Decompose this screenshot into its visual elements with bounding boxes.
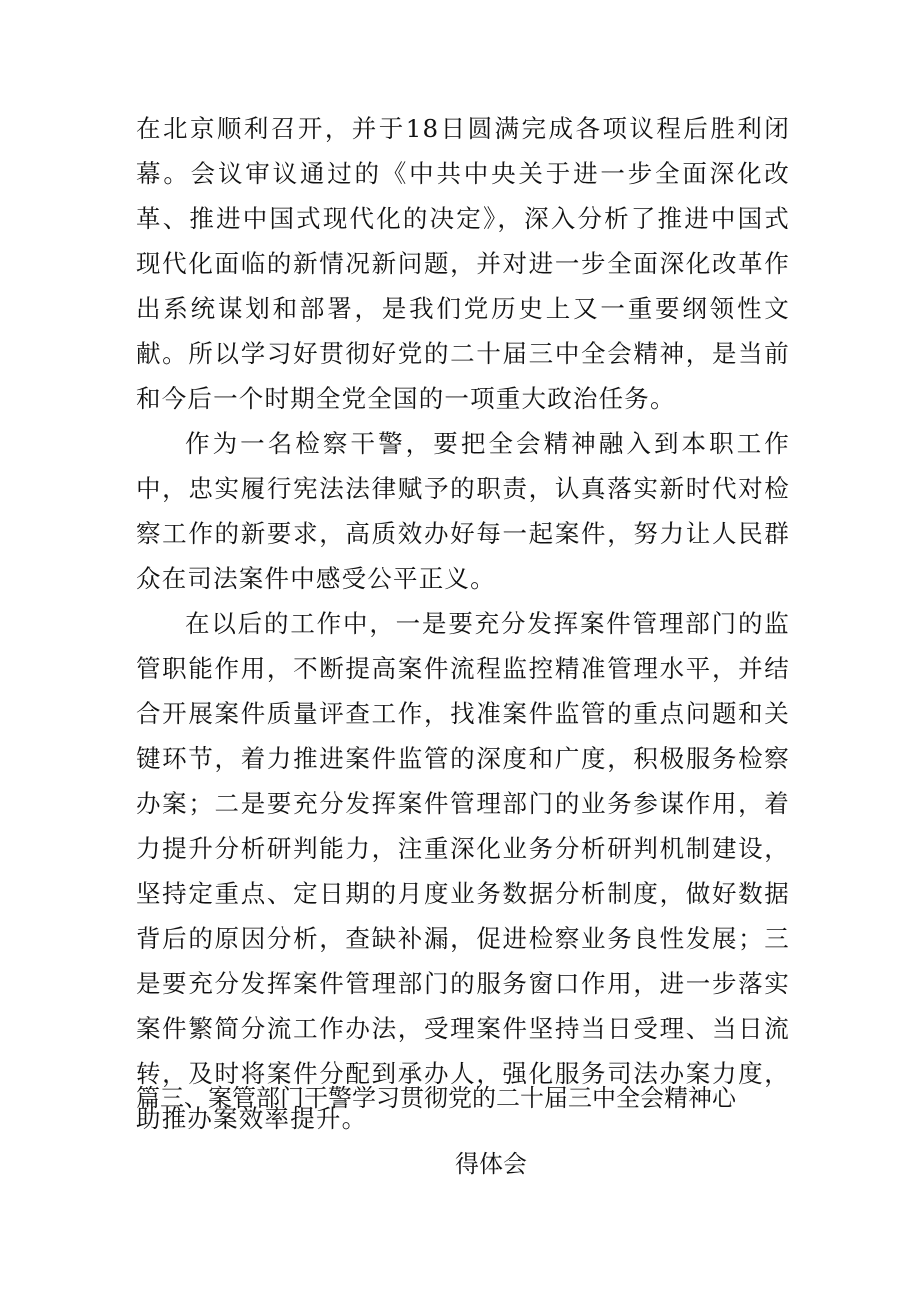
paragraph-work-plan: 在以后的工作中，一是要充分发挥案件管理部门的监管职能作用，不断提高案件流程监控精准管理水平，并结合开展案件质量评查工作，找准案件监管的重点问题和关键环节，着力推进案件监管的深度和广度，积极服务检察办案；二是要充分发挥案件管理部门的业务参谋作用，着力提升分析研判能力，注重深化业务分析研判机制建设，坚持定重点、定日期的月度业务数据分析制度，做好数据背后的原因分析，查缺补漏，促进检察业务良性发展；三是要充分发挥案件管理部门的服务窗口作用，进一步落实案件繁简分流工作办法，受理案件坚持当日受理、当日流转，及时将案件分配到承办人，强化服务司法办案力度，助推办案效率提升。	[136, 609, 790, 1133]
paragraph-continuation: 在北京顺利召开，并于18日圆满完成各项议程后胜利闭幕。会议审议通过的《中共中央关于进一步全面深化改革、推进中国式现代化的决定》，深入分析了推进中国式现代化面临的新情况新问题，并对进一步全面深化改革作出系统谋划和部署，是我们党历史上又一重要纲领性文献。所以学习好贯彻好党的二十届三中全会精神，是当前和今后一个时期全党全国的一项重大政治任务。	[136, 114, 790, 413]
paragraph-duty: 作为一名检察干警，要把全会精神融入到本职工作中，忠实履行宪法法律赋予的职责，认真落实新时代对检察工作的新要求，高质效办好每一起案件，努力让人民群众在司法案件中感受公平正义。	[136, 429, 790, 593]
document-body	[136, 106, 790, 1141]
section-heading	[136, 1080, 790, 1182]
section-heading-line2: 得体会	[455, 1150, 527, 1178]
section-heading-line1: 篇三、案管部门干警学习贯彻党的二十届三中全会精神心	[136, 1084, 736, 1112]
